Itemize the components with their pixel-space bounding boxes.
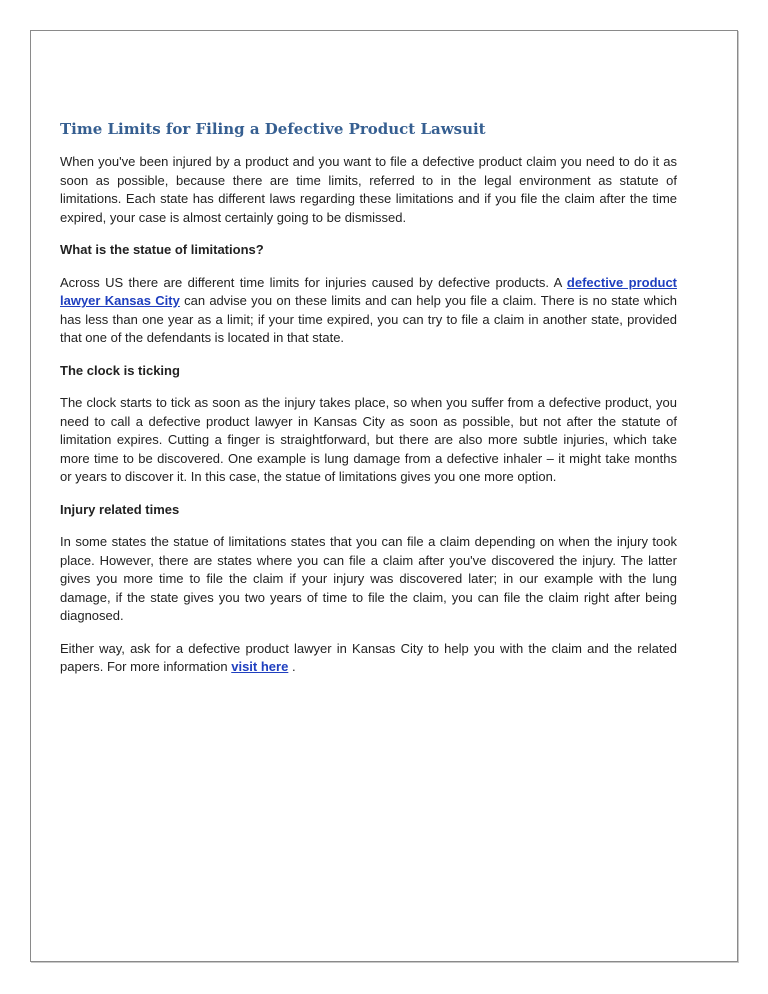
section-heading-injury-times: Injury related times bbox=[60, 501, 180, 517]
statute-text-before-link: Across US there are different time limits for injuries caused by defective products. A bbox=[60, 274, 567, 290]
document-title: Time Limits for Filing a Defective Product Lawsuit bbox=[60, 120, 486, 138]
section-heading-clock: The clock is ticking bbox=[60, 362, 180, 378]
closing-text-after-link: . bbox=[288, 659, 296, 674]
intro-paragraph: When you've been injured by a product and you want to file a defective product claim you need to do it as soon as possible, because there are time limits, referred to in the legal environment as statute of limitations. Each state has different laws regarding these limitations and if you file the claim after the time expired, your case is almost certainly going to be dismissed. bbox=[60, 154, 677, 225]
defective-product-lawyer-link[interactable]: defective product lawyer Kansas City bbox=[60, 274, 678, 308]
closing-paragraph bbox=[60, 640, 677, 677]
statute-paragraph bbox=[60, 274, 677, 348]
injury-times-paragraph: In some states the statue of limitations states that you can file a claim depending on when the injury took place. However, there are states where you can file a claim after you've discovered the injury. The latter gives you more time to file the claim if your injury was discovered later; in our example with the lung damage, if the state gives you two years of time to file the claim, you can file the claim right after being diagnosed. bbox=[60, 534, 677, 623]
section-heading-statute: What is the statue of limitations? bbox=[60, 242, 264, 257]
closing-text-before-link: Either way, ask for a defective product lawyer in Kansas City to help you with the claim and the related papers. For more information bbox=[60, 640, 677, 674]
statute-text-after-link: can advise you on these limits and can help you file a claim. There is no state which has less than one year as a limit; if your time expired, you can try to file a claim in another state, provided that one of the defendants is located in that state. bbox=[60, 293, 677, 345]
document-body bbox=[60, 117, 677, 691]
clock-paragraph: The clock starts to tick as soon as the injury takes place, so when you suffer from a defective product, you need to call a defective product lawyer in Kansas City as soon as possible, but not after the statute of limitation expires. Cutting a finger is straightforward, but there are also more subtle injuries, which take more time to be discovered. One example is lung damage from a defective inhaler – it might take months or years to discover it. In this case, the statue of limitations gives you one more option. bbox=[60, 395, 677, 484]
visit-here-link[interactable]: visit here bbox=[231, 659, 289, 674]
